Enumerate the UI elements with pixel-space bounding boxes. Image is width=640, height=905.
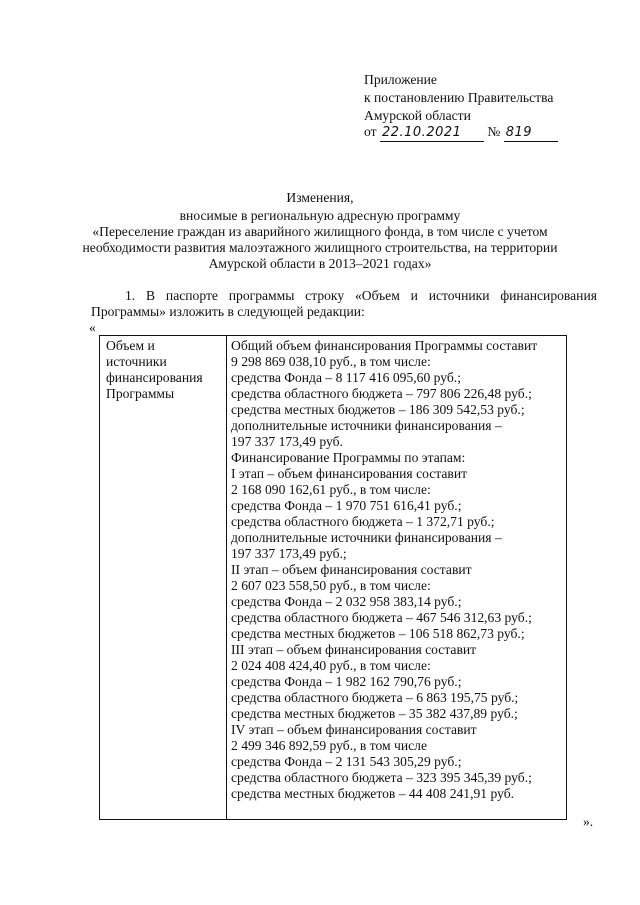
table-right-line: средства Фонда – 8 117 416 095,60 руб.;	[231, 370, 461, 385]
table-right-line: 9 298 869 038,10 руб., в том числе:	[231, 354, 431, 369]
table-right-line: II этап – объем финансирования составит	[231, 562, 472, 577]
table-right-line: средства областного бюджета – 1 372,71 руб.;	[231, 514, 495, 529]
table-left-cell	[106, 338, 203, 402]
table-right-line: средства областного бюджета – 797 806 226,48 руб.;	[231, 386, 532, 401]
heading-line-3: «Переселение граждан из аварийного жилищного фонда, в том числе с учетом	[92, 224, 548, 239]
table-left-line: финансирования	[106, 370, 203, 385]
table-right-line: IV этап – объем финансирования составит	[231, 722, 477, 737]
paragraph-line-2: Программы» изложить в следующей редакции:	[91, 304, 365, 319]
table-right-line: 2 024 408 424,40 руб., в том числе:	[231, 658, 431, 673]
table-right-line: средства областного бюджета – 323 395 345,39 руб.;	[231, 770, 532, 785]
table-right-line: 197 337 173,49 руб.;	[231, 546, 347, 561]
financing-table	[99, 335, 567, 820]
number-prefix: №	[487, 124, 501, 139]
heading-line-1: Изменения,	[286, 190, 354, 205]
table-right-line: дополнительные источники финансирования –	[231, 418, 502, 433]
table-right-line: дополнительные источники финансирования –	[231, 530, 502, 545]
table-left-line: Объем и	[106, 338, 155, 353]
from-prefix: от	[364, 124, 377, 139]
table-left-line: Программы	[106, 386, 175, 401]
open-quote: «	[89, 320, 96, 335]
table-right-line: средства местных бюджетов – 35 382 437,89 руб.;	[231, 706, 518, 721]
appendix-line-3: Амурской области	[364, 108, 471, 123]
table-right-line: средства Фонда – 2 032 958 383,14 руб.;	[231, 594, 462, 609]
appendix-date-line	[364, 124, 558, 142]
table-right-line: средства областного бюджета – 6 863 195,75 руб.;	[231, 690, 519, 705]
table-right-line: средства областного бюджета – 467 546 312,63 руб.;	[231, 610, 532, 625]
heading-line-5: Амурской области в 2013–2021 годах»	[208, 256, 432, 271]
table-right-line: Финансирование Программы по этапам:	[231, 450, 466, 465]
handwritten-date: 22.10.2021	[380, 125, 484, 142]
table-right-line: средства Фонда – 1 970 751 616,41 руб.;	[231, 498, 462, 513]
table-right-line: средства местных бюджетов – 106 518 862,73 руб.;	[231, 626, 525, 641]
table-right-line: 197 337 173,49 руб.	[231, 434, 343, 449]
appendix-line-2: к постановлению Правительства	[364, 90, 554, 105]
heading-line-4: необходимости развития малоэтажного жилищного строительства, на территории	[82, 240, 558, 255]
table-left-line: источники	[106, 354, 167, 369]
table-right-line: средства местных бюджетов – 186 309 542,53 руб.;	[231, 402, 525, 417]
paragraph-line-1: 1. В паспорте программы строку «Объем и источники финансирования	[125, 288, 597, 303]
appendix-line-1: Приложение	[364, 72, 437, 87]
table-column-separator	[226, 336, 227, 819]
table-right-line: 2 168 090 162,61 руб., в том числе:	[231, 482, 431, 497]
table-right-line: средства Фонда – 2 131 543 305,29 руб.;	[231, 754, 462, 769]
table-right-line: Общий объем финансирования Программы составит	[231, 338, 538, 353]
table-right-line: средства Фонда – 1 982 162 790,76 руб.;	[231, 674, 462, 689]
table-right-cell	[231, 338, 537, 802]
handwritten-number: 819	[504, 125, 558, 142]
heading-line-2: вносимые в региональную адресную программу	[179, 208, 461, 223]
table-right-line: 2 607 023 558,50 руб., в том числе:	[231, 578, 431, 593]
table-right-line: III этап – объем финансирования составит	[231, 642, 477, 657]
table-right-line: 2 499 346 892,59 руб., в том числе	[231, 738, 427, 753]
close-quote: ».	[583, 814, 594, 829]
table-right-line: I этап – объем финансирования составит	[231, 466, 468, 481]
table-right-line: средства местных бюджетов – 44 408 241,91 руб.	[231, 786, 515, 801]
